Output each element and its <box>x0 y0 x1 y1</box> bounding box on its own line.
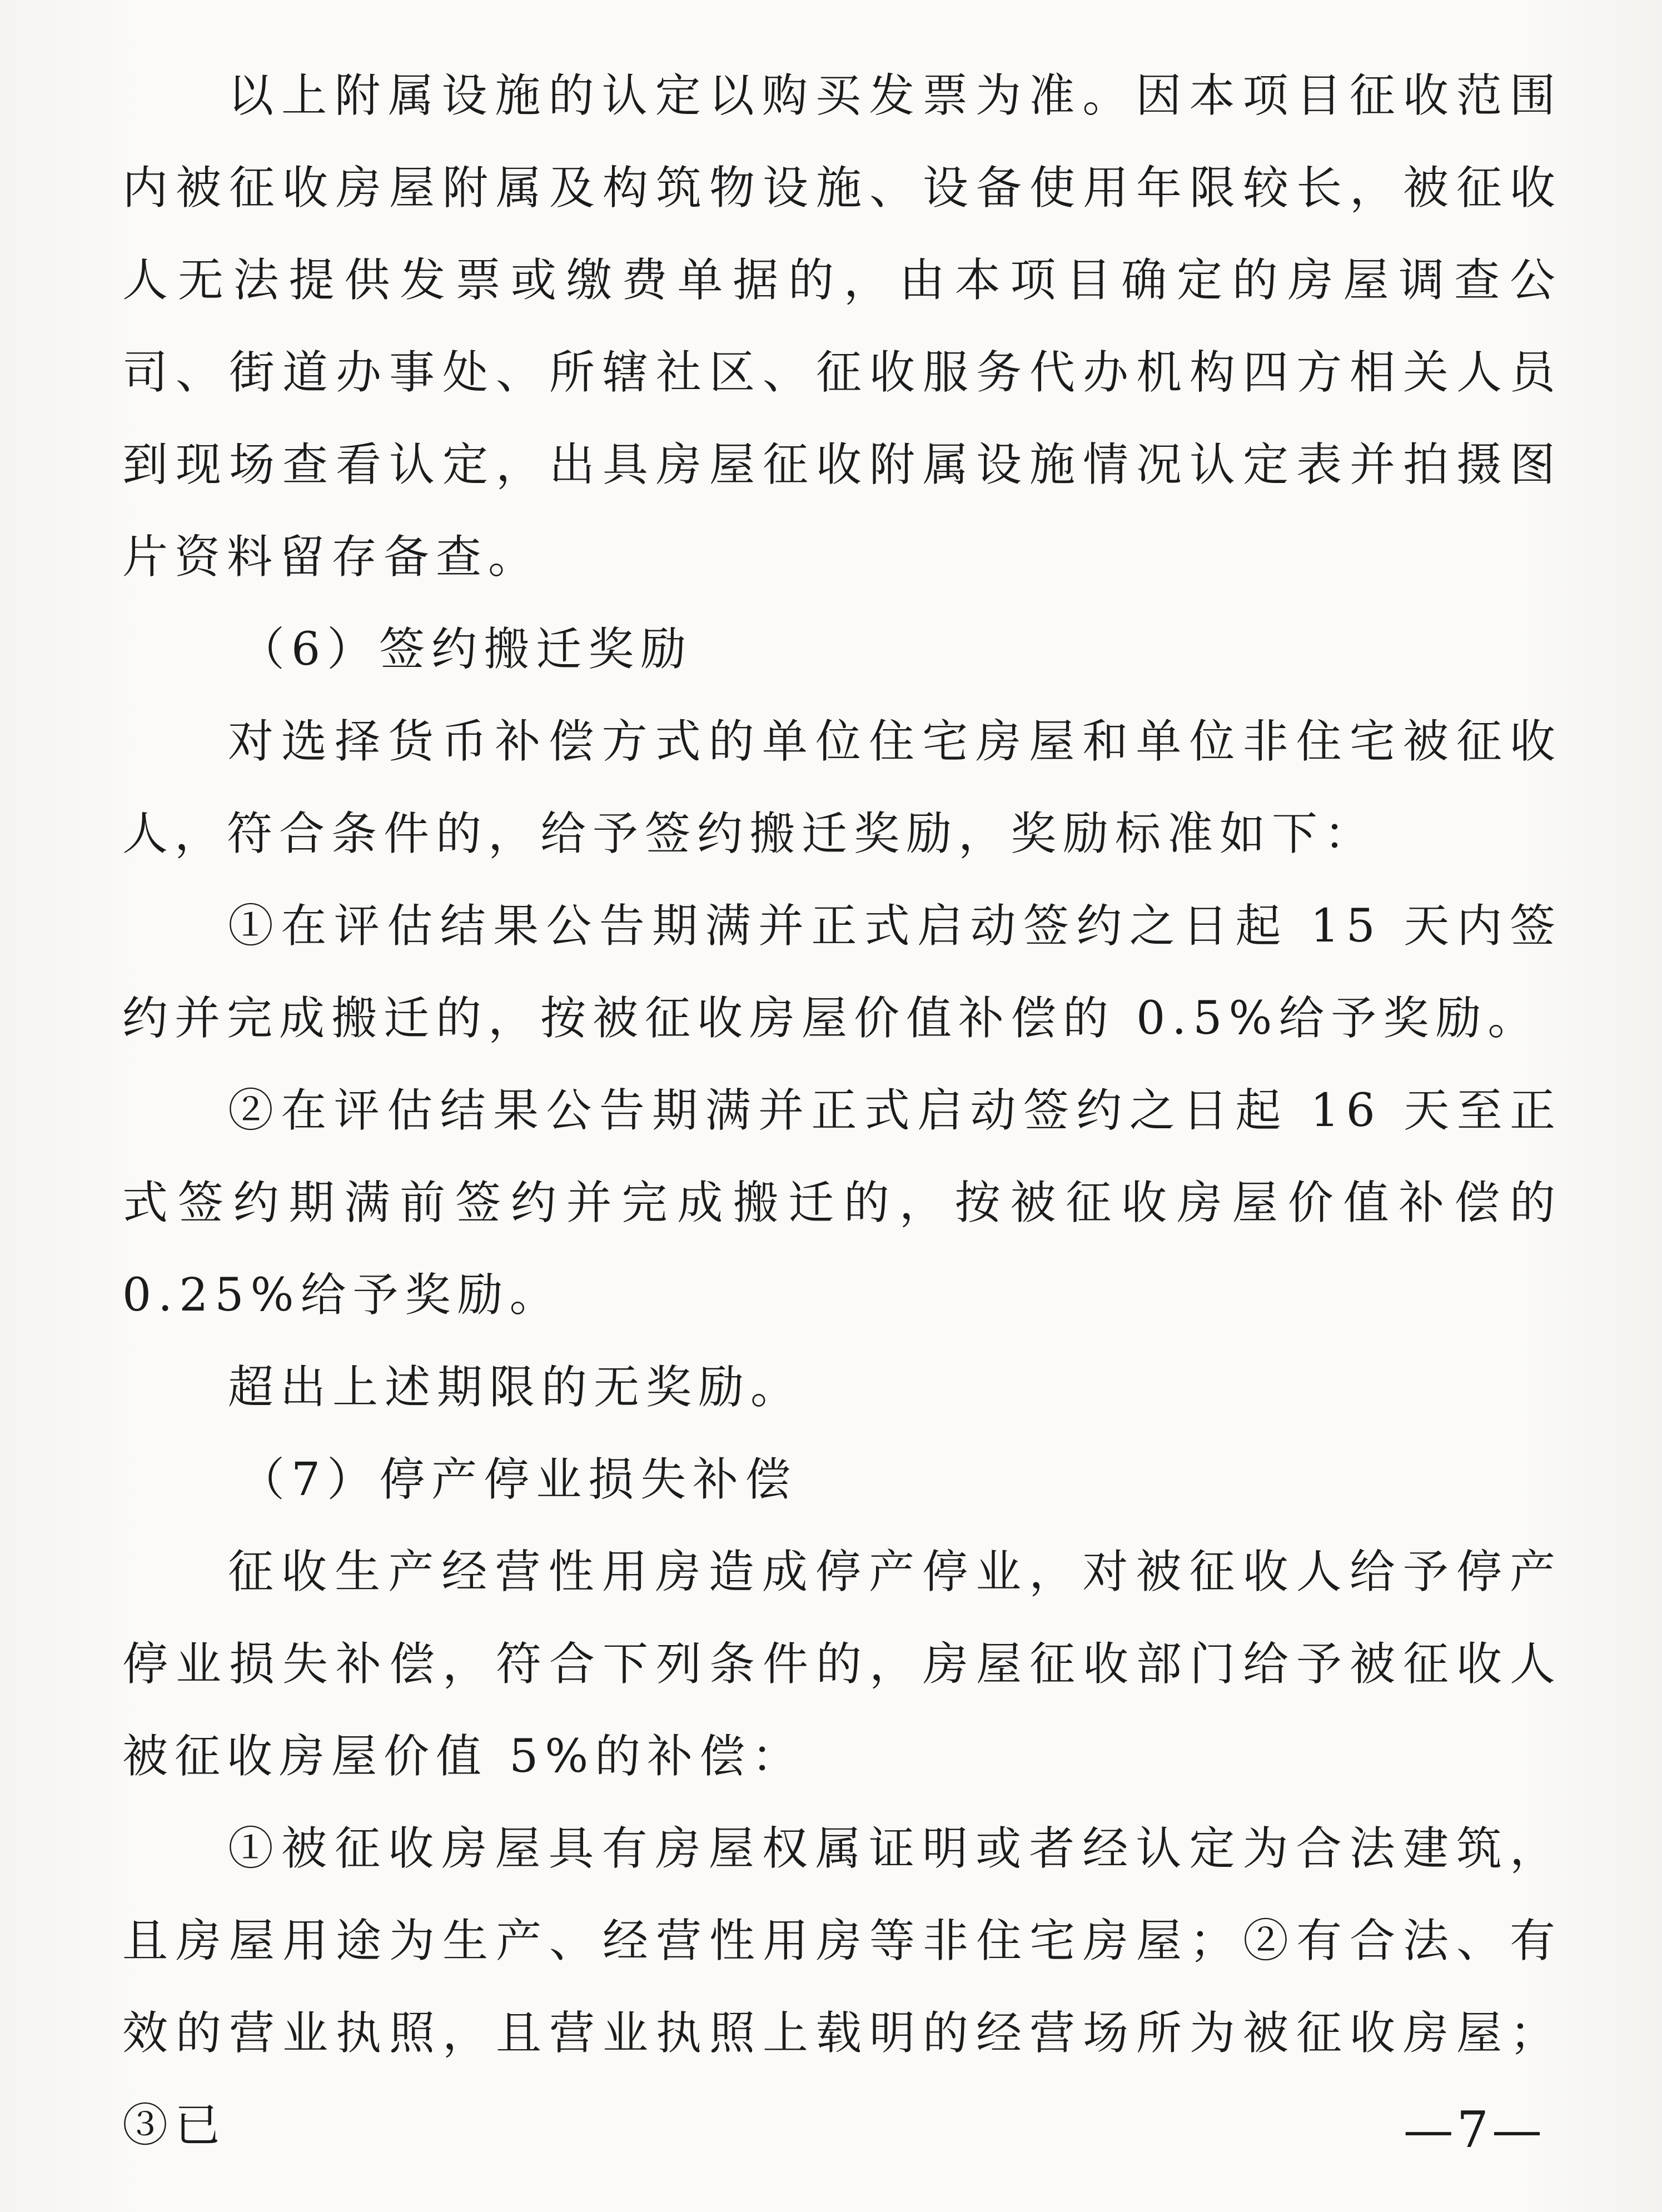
paragraph-reward-item-2: ②在评估结果公告期满并正式启动签约之日起 16 天至正式签约期满前签约并完成搬迁的，按被征收房屋价值补偿的 0.25%给予奖励。 <box>122 1084 1562 1322</box>
paragraph-reward-intro: 对选择货币补偿方式的单位住宅房屋和单位非住宅被征收人，符合条件的，给予签约搬迁奖励，奖励标准如下： <box>122 715 1562 860</box>
section-heading-signing-reward: （6）签约搬迁奖励 <box>239 623 693 676</box>
page-number: —7— <box>1403 2101 1545 2159</box>
paragraph-no-reward: 超出上述期限的无奖励。 <box>228 1361 803 1414</box>
paragraph-business-loss-intro: 征收生产经营性用房造成停产停业，对被征收人给予停产停业损失补偿，符合下列条件的，房屋征收部门给予被征收人被征收房屋价值 5%的补偿： <box>122 1546 1562 1783</box>
paragraph-reward-item-1: ①在评估结果公告期满并正式启动签约之日起 15 天内签约并完成搬迁的，按被征收房屋价值补偿的 0.5%给予奖励。 <box>122 900 1562 1045</box>
section-heading-business-loss: （7）停产停业损失补偿 <box>239 1453 798 1506</box>
document-body <box>122 50 1562 2172</box>
paragraph-attachment-recognition: 以上附属设施的认定以购买发票为准。因本项目征收范围内被征收房屋附属及构筑物设施、设备使用年限较长，被征收人无法提供发票或缴费单据的，由本项目确定的房屋调查公司、街道办事处、所辖社区、征收服务代办机构四方相关人员到现场查看认定，出具房屋征收附属设施情况认定表并拍摄图片资料留存备查。 <box>122 69 1562 584</box>
paragraph-business-loss-conditions: ①被征收房屋具有房屋权属证明或者经认定为合法建筑，且房屋用途为生产、经营性用房等非住宅房屋；②有合法、有效的营业执照，且营业执照上载明的经营场所为被征收房屋；③已 <box>122 1822 1562 2152</box>
